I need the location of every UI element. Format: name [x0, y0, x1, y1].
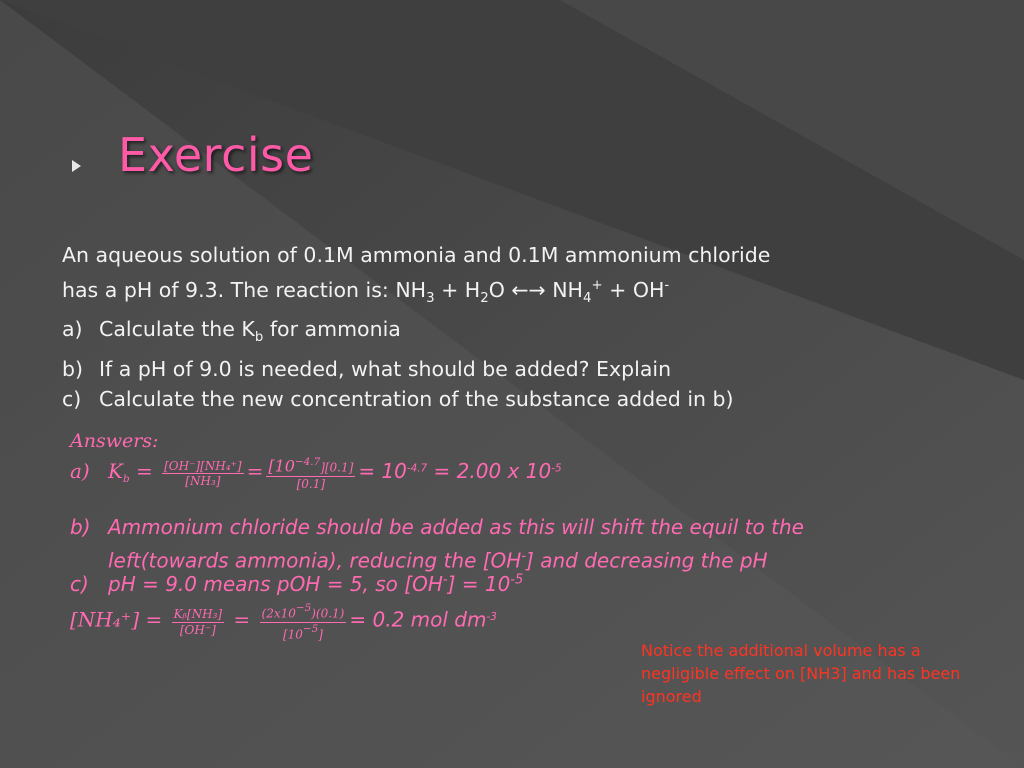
title-bullet-icon	[72, 160, 81, 172]
nh4-fraction-1: $\frac{\text{Kᵦ[NH₃]}}{[OH^-]}$	[173, 607, 223, 637]
answer-b: b) Ammonium chloride should be added as this will shift the equil to the left(towards ammonia), reducing the [OH-] and decreasing the pH	[70, 515, 804, 573]
kb-fraction-1: $\frac{\text{[OH⁻][NH₄⁺]}}{\text{[NH₃]}}$	[164, 458, 242, 488]
volume-note: Notice the additional volume has a negligible effect on [NH3] and has been ignored	[641, 641, 961, 706]
answer-a: a) $K_b$ = $\frac{\text{[OH⁻][NH₄⁺]}}{\text{[NH₃]}}$ = $\frac{[10^{-4.7}][0.1]}{[0.1]}$ = $10^{-4.7} = 2.00$ x $10^{-5}$	[70, 456, 562, 491]
question-item-a: a) Calculate the $K_b$ for ammonia	[62, 316, 401, 346]
nh4-fraction-2: $\frac{(2x10^{-5})(0.1)}{[10^{-5}]}$	[261, 602, 345, 641]
answer-c: c) pH = 9.0 means pOH = 5, so $[OH^-] = 10^{-5}$	[70, 572, 524, 596]
answers-heading: Answers:	[70, 430, 159, 452]
question-line-1: An aqueous solution of 0.1M ammonia and 0.1M ammonium chloride	[62, 243, 771, 267]
question-item-c: c) Calculate the new concentration of the substance added in b)	[62, 387, 734, 412]
question-block	[62, 240, 962, 415]
answer-final-equation: [NH₄⁺] = $\frac{\text{Kᵦ[NH₃]}}{[OH^-]}$ = $\frac{(2x10^{-5})(0.1)}{[10^{-5}]}$ = 0.2 mol $dm^{-3}$	[70, 602, 497, 641]
kb-fraction-2: $\frac{[10^{-4.7}][0.1]}{[0.1]}$	[268, 456, 354, 491]
question-line-2: has a pH of 9.3. The reaction is: $NH_3 + H_2O$ ←→ $NH_4^+ + OH^-$	[62, 277, 670, 306]
slide-title: Exercise	[118, 128, 314, 182]
question-item-b: b) If a pH of 9.0 is needed, what should be added? Explain	[62, 356, 672, 381]
